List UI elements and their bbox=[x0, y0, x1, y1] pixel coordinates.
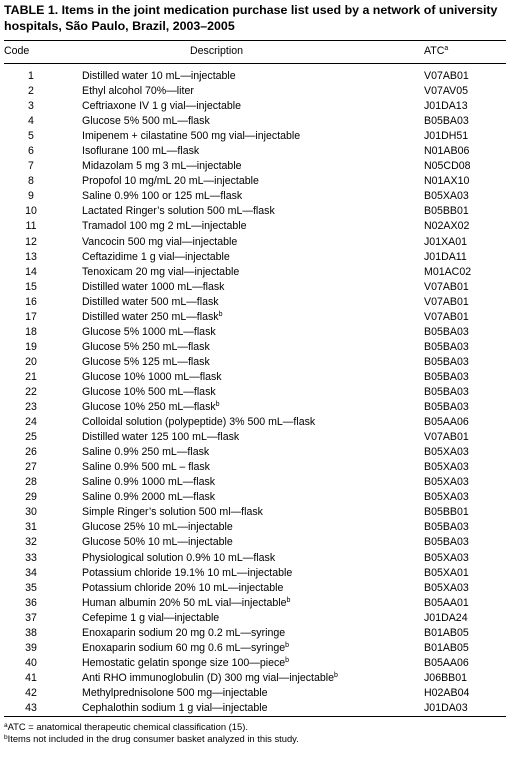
description-text: Isoflurane 100 mL—flask bbox=[82, 145, 200, 158]
cell-code: 27 bbox=[25, 461, 37, 474]
cell-atc: B05BA03 bbox=[424, 521, 469, 534]
footnote-mark: b bbox=[218, 310, 223, 318]
footnote-mark: b bbox=[285, 641, 290, 649]
cell-atc: B05AA01 bbox=[424, 596, 469, 609]
table-row bbox=[4, 114, 506, 129]
table-row bbox=[4, 370, 506, 385]
footnote-text: ATC = anatomical therapeutic chemical classification (15). bbox=[7, 721, 248, 733]
cell-code: 2 bbox=[28, 85, 34, 98]
table-row bbox=[4, 64, 506, 84]
cell-code: 31 bbox=[25, 521, 37, 534]
cell-description bbox=[58, 189, 424, 204]
description-text: Lactated Ringer’s solution 500 mL—flask bbox=[82, 205, 275, 218]
cell-description bbox=[58, 611, 424, 626]
cell-description bbox=[58, 250, 424, 265]
description-text: Physiological solution 0.9% 10 mL—flask bbox=[82, 551, 276, 564]
cell-description bbox=[58, 551, 424, 566]
cell-description bbox=[58, 219, 424, 234]
footnote-mark: b bbox=[215, 401, 220, 409]
table-row bbox=[4, 189, 506, 204]
cell-code: 7 bbox=[28, 160, 34, 173]
description-text: Distilled water 1000 mL—flask bbox=[82, 280, 225, 293]
cell-atc: B05XA03 bbox=[424, 551, 469, 564]
cell-description bbox=[58, 385, 424, 400]
cell-atc: V07AB01 bbox=[424, 280, 469, 293]
cell-atc: B05XA03 bbox=[424, 476, 469, 489]
cell-atc: H02AB04 bbox=[424, 686, 470, 699]
cell-code: 30 bbox=[25, 506, 37, 519]
cell-code: 21 bbox=[25, 370, 37, 383]
table-header bbox=[4, 41, 506, 64]
table-row bbox=[4, 611, 506, 626]
table-row bbox=[4, 250, 506, 265]
cell-code: 38 bbox=[25, 626, 37, 639]
table-row bbox=[4, 295, 506, 310]
header-row bbox=[4, 41, 506, 64]
table-row bbox=[4, 626, 506, 641]
cell-description bbox=[58, 520, 424, 535]
description-text: Methylprednisolone 500 mg—injectable bbox=[82, 686, 268, 699]
table-row bbox=[4, 340, 506, 355]
cell-atc: B01AB05 bbox=[424, 626, 469, 639]
table-caption: TABLE 1. Items in the joint medication purchase list used by a network of university hospitals, São Paulo, Brazil, 2003–2005 bbox=[4, 3, 498, 33]
description-text: Glucose 5% 250 mL—flask bbox=[82, 340, 210, 353]
table-row bbox=[4, 581, 506, 596]
cell-description bbox=[58, 355, 424, 370]
table-row bbox=[4, 400, 506, 415]
cell-code: 28 bbox=[25, 476, 37, 489]
cell-atc: V07AB01 bbox=[424, 70, 469, 83]
description-text: Saline 0.9% 250 mL—flask bbox=[82, 446, 210, 459]
description-text: Distilled water 250 mL—flask bbox=[82, 310, 219, 323]
table-row bbox=[4, 671, 506, 686]
header-description: Description bbox=[190, 45, 243, 57]
cell-code: 22 bbox=[25, 386, 37, 398]
description-text: Glucose 25% 10 mL—injectable bbox=[82, 521, 233, 534]
cell-code: 12 bbox=[25, 235, 37, 248]
table-body bbox=[4, 64, 506, 716]
cell-description bbox=[58, 671, 424, 686]
table-row bbox=[4, 174, 506, 189]
description-text: Saline 0.9% 500 mL – flask bbox=[82, 461, 210, 474]
cell-atc: J01DA13 bbox=[424, 100, 468, 113]
footnote-mark: b bbox=[334, 671, 338, 679]
table-row bbox=[4, 265, 506, 280]
cell-code: 37 bbox=[25, 611, 37, 624]
cell-atc: V07AB01 bbox=[424, 295, 469, 308]
table-row bbox=[4, 445, 506, 460]
description-text: Distilled water 500 mL—flask bbox=[82, 295, 219, 308]
footnote-text: Items not included in the drug consumer basket analyzed in this study. bbox=[7, 733, 299, 745]
cell-description bbox=[58, 415, 424, 430]
table-row bbox=[4, 641, 506, 656]
description-text: Glucose 5% 1000 mL—flask bbox=[82, 325, 216, 338]
table-row bbox=[4, 566, 506, 581]
description-text: Glucose 5% 125 mL—flask bbox=[82, 355, 210, 368]
cell-atc: V07AV05 bbox=[424, 85, 468, 98]
cell-code: 35 bbox=[25, 581, 37, 594]
bottom-rule bbox=[4, 716, 506, 717]
cell-atc: N01AX10 bbox=[424, 175, 470, 188]
cell-code: 23 bbox=[25, 401, 37, 414]
cell-atc: B05BA03 bbox=[424, 401, 469, 414]
table-row bbox=[4, 144, 506, 159]
table-row bbox=[4, 535, 506, 550]
table-row bbox=[4, 490, 506, 505]
cell-atc: B05BB01 bbox=[424, 506, 469, 519]
table-row bbox=[4, 415, 506, 430]
description-text: Anti RHO immunoglobulin (D) 300 mg vial—injectable bbox=[82, 671, 334, 684]
cell-code: 9 bbox=[28, 190, 34, 203]
table-row bbox=[4, 430, 506, 445]
table-row bbox=[4, 701, 506, 716]
table-row bbox=[4, 475, 506, 490]
cell-description bbox=[58, 505, 424, 520]
cell-code: 24 bbox=[25, 416, 37, 429]
cell-atc: M01AC02 bbox=[424, 265, 472, 278]
cell-atc: B05BA03 bbox=[424, 536, 469, 549]
description-text: Distilled water 125 100 mL—flask bbox=[82, 431, 240, 444]
cell-description bbox=[58, 235, 424, 250]
cell-code: 25 bbox=[25, 431, 37, 444]
cell-description bbox=[58, 596, 424, 611]
cell-description bbox=[58, 99, 424, 114]
cell-code: 13 bbox=[25, 250, 37, 263]
cell-atc: V07AB01 bbox=[424, 310, 469, 323]
cell-description bbox=[58, 460, 424, 475]
cell-description bbox=[58, 174, 424, 189]
cell-code: 29 bbox=[25, 491, 37, 504]
cell-atc: B05BA03 bbox=[424, 115, 469, 128]
cell-atc: B05AA06 bbox=[424, 656, 469, 669]
table-row bbox=[4, 219, 506, 234]
cell-description bbox=[58, 325, 424, 340]
cell-code: 43 bbox=[25, 701, 37, 714]
cell-atc: B05BA03 bbox=[424, 386, 469, 398]
cell-description bbox=[58, 400, 424, 415]
table-row bbox=[4, 551, 506, 566]
cell-description bbox=[58, 535, 424, 550]
cell-description bbox=[58, 114, 424, 129]
cell-code: 42 bbox=[25, 686, 37, 699]
table-row bbox=[4, 84, 506, 99]
footnote bbox=[4, 721, 506, 733]
description-text: Distilled water 10 mL—injectable bbox=[82, 70, 236, 83]
footnote bbox=[4, 733, 506, 745]
cell-code: 34 bbox=[25, 566, 37, 579]
table-row bbox=[4, 686, 506, 701]
description-text: Potassium chloride 20% 10 mL—injectable bbox=[82, 581, 284, 594]
cell-description bbox=[58, 581, 424, 596]
cell-atc: J01DH51 bbox=[424, 130, 469, 143]
cell-code: 39 bbox=[25, 641, 37, 654]
cell-code: 19 bbox=[25, 340, 37, 353]
cell-atc: J01DA11 bbox=[424, 250, 467, 263]
table-row bbox=[4, 325, 506, 340]
footnote-marker: b bbox=[4, 734, 8, 742]
description-text: Saline 0.9% 2000 mL—flask bbox=[82, 491, 216, 504]
description-text: Glucose 10% 250 mL—flask bbox=[82, 401, 216, 414]
cell-atc: J01DA24 bbox=[424, 611, 468, 624]
cell-atc: J01DA03 bbox=[424, 701, 468, 714]
description-text: Midazolam 5 mg 3 mL—injectable bbox=[82, 160, 242, 173]
table-row bbox=[4, 656, 506, 671]
cell-description bbox=[58, 340, 424, 355]
cell-description bbox=[58, 566, 424, 581]
table-row bbox=[4, 310, 506, 325]
cell-description bbox=[58, 641, 424, 656]
table-row bbox=[4, 204, 506, 219]
cell-code: 5 bbox=[28, 130, 34, 143]
description-text: Potassium chloride 19.1% 10 mL—injectable bbox=[82, 566, 293, 579]
description-text: Ethyl alcohol 70%—liter bbox=[82, 85, 194, 98]
description-text: Glucose 10% 500 mL—flask bbox=[82, 386, 216, 398]
cell-description bbox=[58, 430, 424, 445]
description-text: Ceftazidime 1 g vial—injectable bbox=[82, 250, 230, 263]
cell-description bbox=[58, 445, 424, 460]
cell-code: 33 bbox=[25, 551, 37, 564]
cell-description bbox=[58, 701, 424, 716]
cell-code: 16 bbox=[25, 295, 37, 308]
footnote-mark: b bbox=[285, 656, 290, 664]
footnotes bbox=[4, 721, 506, 745]
description-text: Ceftriaxone IV 1 g vial—injectable bbox=[82, 100, 241, 113]
description-text: Cephalothin sodium 1 g vial—injectable bbox=[82, 701, 268, 714]
cell-description bbox=[58, 84, 424, 99]
header-atc bbox=[424, 41, 506, 64]
cell-atc: B05XA03 bbox=[424, 461, 469, 474]
cell-atc: B05BB01 bbox=[424, 205, 469, 218]
cell-atc: N05CD08 bbox=[424, 160, 471, 173]
description-text: Propofol 10 mg/mL 20 mL—injectable bbox=[82, 175, 259, 188]
description-text: Enoxaparin sodium 60 mg 0.6 mL—syringe bbox=[82, 641, 286, 654]
cell-description bbox=[58, 490, 424, 505]
description-text: Enoxaparin sodium 20 mg 0.2 mL—syringe bbox=[82, 626, 286, 639]
header-code: Code bbox=[4, 45, 30, 57]
table-row bbox=[4, 520, 506, 535]
description-text: Hemostatic gelatin sponge size 100—piece bbox=[82, 656, 286, 669]
table-row bbox=[4, 385, 506, 400]
description-text: Colloidal solution (polypeptide) 3% 500 mL—flask bbox=[82, 416, 316, 429]
cell-code: 41 bbox=[25, 671, 37, 684]
footnote-marker: a bbox=[4, 722, 8, 730]
description-text: Glucose 50% 10 mL—injectable bbox=[82, 536, 233, 549]
cell-code: 4 bbox=[28, 115, 34, 128]
cell-description bbox=[58, 144, 424, 159]
cell-code: 20 bbox=[25, 355, 37, 368]
cell-code: 3 bbox=[28, 100, 34, 113]
cell-description bbox=[58, 626, 424, 641]
cell-atc: B01AB05 bbox=[424, 641, 469, 654]
cell-code: 11 bbox=[25, 220, 37, 233]
description-text: Tenoxicam 20 mg vial—injectable bbox=[82, 265, 240, 278]
cell-code: 17 bbox=[25, 310, 37, 323]
cell-code: 14 bbox=[25, 265, 37, 278]
cell-description bbox=[58, 159, 424, 174]
cell-description bbox=[58, 475, 424, 490]
description-text: Glucose 5% 500 mL—flask bbox=[82, 115, 210, 128]
table-row bbox=[4, 355, 506, 370]
header-atc-label: ATC bbox=[424, 45, 445, 57]
description-text: Vancocin 500 mg vial—injectable bbox=[82, 235, 238, 248]
cell-code: 10 bbox=[25, 205, 37, 218]
cell-atc: B05XA03 bbox=[424, 190, 469, 203]
cell-code: 6 bbox=[28, 145, 34, 158]
cell-code: 15 bbox=[25, 280, 37, 293]
footnote-mark: b bbox=[286, 596, 291, 604]
description-text: Cefepime 1 g vial—injectable bbox=[82, 611, 220, 624]
header-atc-footnote-mark: a bbox=[444, 45, 449, 52]
table-row bbox=[4, 159, 506, 174]
description-text: Saline 0.9% 1000 mL—flask bbox=[82, 476, 216, 489]
cell-code: 1 bbox=[28, 70, 34, 83]
cell-atc: B05BA03 bbox=[424, 325, 469, 338]
cell-description bbox=[58, 686, 424, 701]
cell-description bbox=[58, 204, 424, 219]
cell-atc: B05XA03 bbox=[424, 491, 469, 504]
cell-description bbox=[58, 64, 424, 84]
cell-description bbox=[58, 656, 424, 671]
cell-description bbox=[58, 265, 424, 280]
table-row bbox=[4, 460, 506, 475]
cell-description bbox=[58, 310, 424, 325]
description-text: Tramadol 100 mg 2 mL—injectable bbox=[82, 220, 247, 233]
cell-atc: B05BA03 bbox=[424, 370, 469, 383]
description-text: Human albumin 20% 50 mL vial—injectable bbox=[82, 596, 287, 609]
cell-atc: B05XA01 bbox=[424, 566, 469, 579]
cell-atc: N02AX02 bbox=[424, 220, 470, 233]
cell-description bbox=[58, 370, 424, 385]
description-text: Simple Ringer’s solution 500 ml—flask bbox=[82, 506, 263, 519]
description-text: Imipenem + cilastatine 500 mg vial—injectable bbox=[82, 130, 301, 143]
table-row bbox=[4, 235, 506, 250]
medication-table bbox=[4, 41, 506, 716]
table-row bbox=[4, 505, 506, 520]
cell-code: 40 bbox=[25, 656, 37, 669]
cell-atc: B05AA06 bbox=[424, 416, 469, 429]
description-text: Glucose 10% 1000 mL—flask bbox=[82, 370, 222, 383]
description-text: Saline 0.9% 100 or 125 mL—flask bbox=[82, 190, 243, 203]
cell-code: 18 bbox=[25, 325, 37, 338]
cell-atc: J06BB01 bbox=[424, 671, 467, 684]
table-row bbox=[4, 596, 506, 611]
cell-atc: B05BA03 bbox=[424, 355, 469, 368]
cell-description bbox=[58, 295, 424, 310]
cell-description bbox=[58, 280, 424, 295]
cell-atc: B05BA03 bbox=[424, 340, 469, 353]
cell-code: 8 bbox=[28, 175, 34, 188]
cell-code: 26 bbox=[25, 446, 37, 459]
cell-description bbox=[58, 129, 424, 144]
cell-code: 36 bbox=[25, 596, 37, 609]
cell-atc: B05XA03 bbox=[424, 446, 469, 459]
cell-atc: N01AB06 bbox=[424, 145, 470, 158]
table-row bbox=[4, 129, 506, 144]
table-row bbox=[4, 280, 506, 295]
cell-atc: J01XA01 bbox=[424, 235, 467, 248]
cell-atc: V07AB01 bbox=[424, 431, 469, 444]
cell-atc: B05XA03 bbox=[424, 581, 469, 594]
cell-code: 32 bbox=[25, 536, 37, 549]
table-row bbox=[4, 99, 506, 114]
